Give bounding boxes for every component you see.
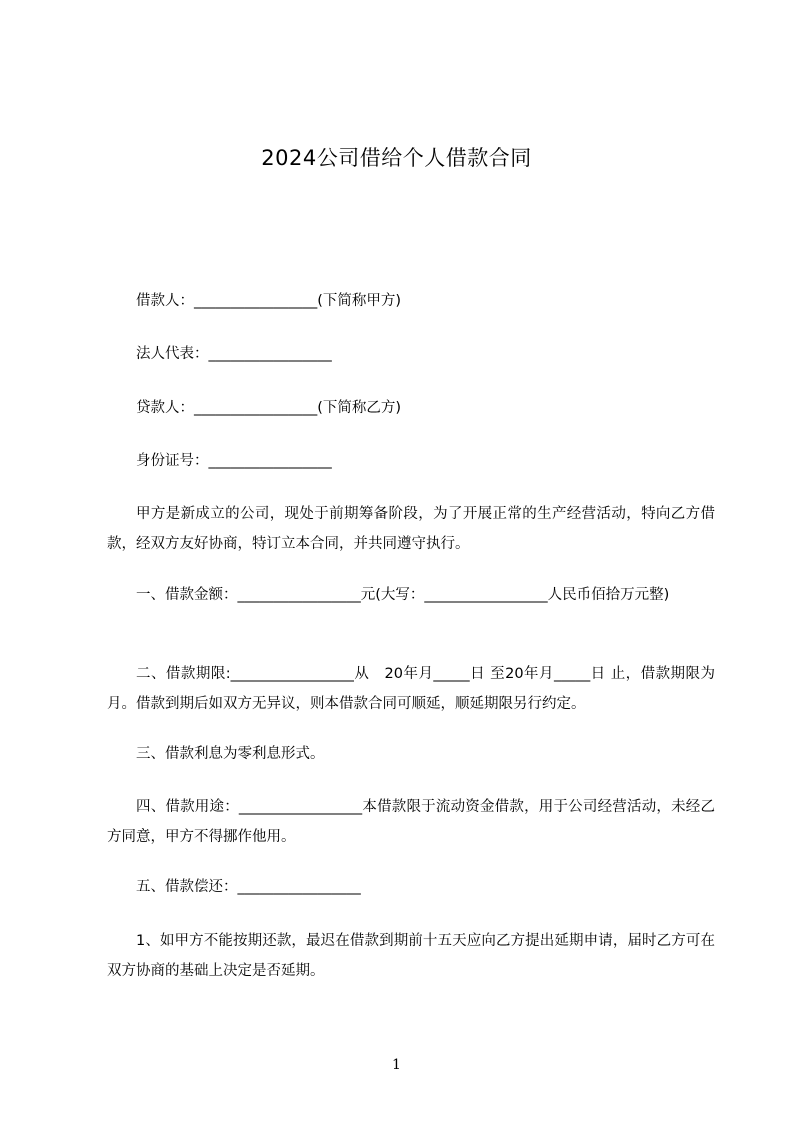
document-title: 2024公司借给个人借款合同: [261, 146, 532, 170]
clause-repayment: 五、借款偿还：_________________: [136, 879, 361, 895]
clause-loan-purpose: 四、借款用途：_________________本借款限于流动资金借款，用于公司经营活动，未经乙方同意，甲方不得挪作他用。: [107, 799, 715, 845]
borrower-line: 借款人：_________________(下简称甲方): [136, 293, 402, 309]
preamble-paragraph: 甲方是新成立的公司，现处于前期筹备阶段，为了开展正常的生产经营活动，特向乙方借款，经双方友好协商，特订立本合同，并共同遵守执行。: [107, 506, 715, 552]
clause-loan-term: 二、借款期限:_________________从 20年月_____日 至20年月_____日 止，借款期限为月。借款到期后如双方无异议，则本借款合同可顺延，顺延期限另行约定。: [107, 666, 715, 712]
id-number-line: 身份证号：_________________: [136, 453, 332, 469]
lender-line: 贷款人：_________________(下简称乙方): [136, 400, 402, 416]
clause-loan-amount: 一、借款金额：_________________元(大写：_________________人民币佰拾万元整): [136, 587, 670, 603]
clause-interest: 三、借款利息为零利息形式。: [136, 746, 325, 762]
repayment-item-1: 1、如甲方不能按期还款，最迟在借款到期前十五天应向乙方提出延期申请，届时乙方可在双方协商的基础上决定是否延期。: [107, 933, 715, 979]
legal-representative-line: 法人代表：_________________: [136, 346, 332, 362]
page-number: 1: [392, 1057, 401, 1073]
